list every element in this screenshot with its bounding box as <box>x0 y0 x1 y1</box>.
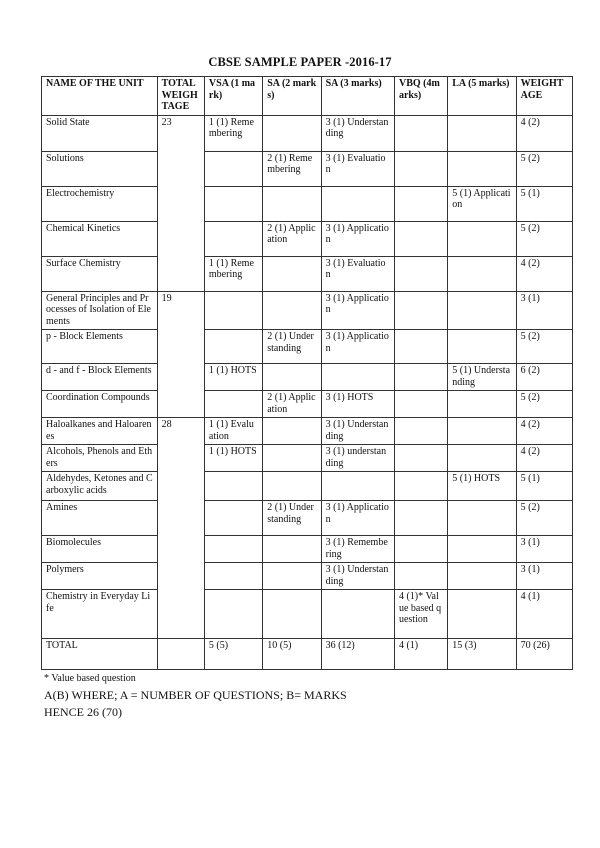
sa3-cell: 3 (1) Understanding <box>321 418 394 445</box>
sa3-cell: 3 (1) Remembering <box>321 536 394 563</box>
w-cell: 5 (2) <box>516 391 572 418</box>
unit-name-cell: Polymers <box>42 563 158 590</box>
la-cell <box>448 536 516 563</box>
header-weightage: WEIGHTAGE <box>516 77 572 116</box>
w-cell: 5 (2) <box>516 151 572 186</box>
w-cell: 5 (2) <box>516 330 572 364</box>
sa3-cell: 3 (1) Application <box>321 501 394 536</box>
table-row <box>42 186 573 221</box>
total-vsa-cell: 5 (5) <box>204 639 262 670</box>
la-cell <box>448 501 516 536</box>
w-cell: 3 (1) <box>516 563 572 590</box>
table-row <box>42 256 573 291</box>
total-sa2-cell: 10 (5) <box>263 639 321 670</box>
w-cell: 3 (1) <box>516 291 572 330</box>
header-unit-name: NAME OF THE UNIT <box>42 77 158 116</box>
total-sa3-cell: 36 (12) <box>321 639 394 670</box>
legend-line-2: HENCE 26 (70) <box>44 705 122 719</box>
sa2-cell <box>263 472 321 501</box>
header-sa-2: SA (2 marks) <box>263 77 321 116</box>
vbq-cell <box>394 563 447 590</box>
table-row <box>42 115 573 151</box>
la-cell <box>448 256 516 291</box>
sa3-cell: 3 (1) Application <box>321 221 394 256</box>
w-cell: 5 (2) <box>516 221 572 256</box>
sa3-cell: 3 (1) HOTS <box>321 391 394 418</box>
sa3-cell: 3 (1) Evaluation <box>321 256 394 291</box>
sa3-cell: 3 (1) Application <box>321 330 394 364</box>
unit-name-cell: Biomolecules <box>42 536 158 563</box>
la-cell <box>448 445 516 472</box>
table-row <box>42 445 573 472</box>
unit-name-cell: Surface Chemistry <box>42 256 158 291</box>
unit-name-cell: Solid State <box>42 115 158 151</box>
legend-line-1: A(B) WHERE; A = NUMBER OF QUESTIONS; B= MARKS <box>44 688 347 702</box>
unit-name-cell: Haloalkanes and Haloarenes <box>42 418 158 445</box>
table-header-row <box>42 77 573 116</box>
vsa-cell: 1 (1) Remembering <box>204 115 262 151</box>
table-row <box>42 536 573 563</box>
la-cell: 5 (1) Application <box>448 186 516 221</box>
header-sa-3: SA (3 marks) <box>321 77 394 116</box>
vsa-cell <box>204 536 262 563</box>
la-cell <box>448 330 516 364</box>
table-row <box>42 472 573 501</box>
unit-name-cell: Electrochemistry <box>42 186 158 221</box>
table-row <box>42 590 573 639</box>
w-cell: 5 (1) <box>516 186 572 221</box>
la-cell <box>448 391 516 418</box>
table-row <box>42 364 573 391</box>
unit-name-cell: Chemical Kinetics <box>42 221 158 256</box>
vbq-cell <box>394 151 447 186</box>
sa3-cell: 3 (1) Evaluation <box>321 151 394 186</box>
vsa-cell <box>204 563 262 590</box>
sa2-cell: 2 (1) Remembering <box>263 151 321 186</box>
vsa-cell <box>204 472 262 501</box>
sa2-cell <box>263 418 321 445</box>
vbq-cell <box>394 472 447 501</box>
la-cell <box>448 151 516 186</box>
sa3-cell: 3 (1) Understanding <box>321 563 394 590</box>
vsa-cell <box>204 501 262 536</box>
vsa-cell <box>204 590 262 639</box>
unit-name-cell: Alcohols, Phenols and Ethers <box>42 445 158 472</box>
unit-name-cell: Aldehydes, Ketones and Carboxylic acids <box>42 472 158 501</box>
w-cell: 4 (2) <box>516 445 572 472</box>
sa2-cell: 2 (1) Application <box>263 391 321 418</box>
header-total-weightage: TOTAL WEIGHTAGE <box>157 77 204 116</box>
sa2-cell <box>263 563 321 590</box>
vsa-cell <box>204 151 262 186</box>
sa3-cell <box>321 472 394 501</box>
sa3-cell: 3 (1) Understanding <box>321 115 394 151</box>
header-vbq: VBQ (4marks) <box>394 77 447 116</box>
table-row <box>42 151 573 186</box>
vsa-cell <box>204 291 262 330</box>
unit-name-cell: Chemistry in Everyday Life <box>42 590 158 639</box>
la-cell <box>448 115 516 151</box>
total-name-cell: TOTAL <box>42 639 158 670</box>
vbq-cell <box>394 445 447 472</box>
w-cell: 4 (2) <box>516 418 572 445</box>
total-weightage-cell: 28 <box>157 418 204 639</box>
sa2-cell <box>263 186 321 221</box>
la-cell: 5 (1) HOTS <box>448 472 516 501</box>
vsa-cell: 1 (1) HOTS <box>204 364 262 391</box>
total-row <box>42 639 573 670</box>
header-la: LA (5 marks) <box>448 77 516 116</box>
w-cell: 3 (1) <box>516 536 572 563</box>
sa2-cell: 2 (1) Understanding <box>263 501 321 536</box>
table-row <box>42 501 573 536</box>
total-vbq-cell: 4 (1) <box>394 639 447 670</box>
total-la-cell: 15 (3) <box>448 639 516 670</box>
sa2-cell: 2 (1) Understanding <box>263 330 321 364</box>
sa3-cell: 3 (1) understanding <box>321 445 394 472</box>
vbq-cell <box>394 418 447 445</box>
vbq-cell <box>394 391 447 418</box>
table-row <box>42 330 573 364</box>
vbq-cell <box>394 256 447 291</box>
unit-name-cell: General Principles and Processes of Isolation of Elements <box>42 291 158 330</box>
page-title: CBSE SAMPLE PAPER -2016-17 <box>208 55 392 69</box>
sa2-cell <box>263 445 321 472</box>
sa3-cell <box>321 364 394 391</box>
table-row <box>42 563 573 590</box>
table-row <box>42 418 573 445</box>
vsa-cell <box>204 330 262 364</box>
w-cell: 4 (1) <box>516 590 572 639</box>
la-cell <box>448 418 516 445</box>
sa2-cell: 2 (1) Application <box>263 221 321 256</box>
w-cell: 6 (2) <box>516 364 572 391</box>
sa2-cell <box>263 291 321 330</box>
sa2-cell <box>263 364 321 391</box>
unit-name-cell: d - and f - Block Elements <box>42 364 158 391</box>
table-row <box>42 291 573 330</box>
sa3-cell <box>321 186 394 221</box>
vsa-cell <box>204 186 262 221</box>
sa2-cell <box>263 590 321 639</box>
vbq-cell <box>394 364 447 391</box>
vbq-cell <box>394 186 447 221</box>
vbq-cell <box>394 115 447 151</box>
unit-name-cell: Amines <box>42 501 158 536</box>
weightage-table <box>41 76 573 670</box>
vsa-cell: 1 (1) Evaluation <box>204 418 262 445</box>
vbq-cell <box>394 501 447 536</box>
table-row <box>42 391 573 418</box>
la-cell <box>448 590 516 639</box>
sa2-cell <box>263 536 321 563</box>
total-total-cell <box>157 639 204 670</box>
sa3-cell: 3 (1) Application <box>321 291 394 330</box>
sa3-cell <box>321 590 394 639</box>
vsa-cell: 1 (1) HOTS <box>204 445 262 472</box>
unit-name-cell: Solutions <box>42 151 158 186</box>
header-vsa: VSA (1 mark) <box>204 77 262 116</box>
footnote: * Value based question <box>44 673 136 684</box>
table-row <box>42 221 573 256</box>
vbq-cell <box>394 330 447 364</box>
unit-name-cell: p - Block Elements <box>42 330 158 364</box>
total-w-cell: 70 (26) <box>516 639 572 670</box>
vbq-cell: 4 (1)* Value based question <box>394 590 447 639</box>
vsa-cell: 1 (1) Remembering <box>204 256 262 291</box>
sa2-cell <box>263 256 321 291</box>
w-cell: 4 (2) <box>516 115 572 151</box>
vbq-cell <box>394 291 447 330</box>
la-cell: 5 (1) Understanding <box>448 364 516 391</box>
vsa-cell <box>204 221 262 256</box>
vbq-cell <box>394 221 447 256</box>
la-cell <box>448 563 516 590</box>
la-cell <box>448 221 516 256</box>
w-cell: 5 (1) <box>516 472 572 501</box>
total-weightage-cell: 23 <box>157 115 204 291</box>
w-cell: 4 (2) <box>516 256 572 291</box>
w-cell: 5 (2) <box>516 501 572 536</box>
vsa-cell <box>204 391 262 418</box>
total-weightage-cell: 19 <box>157 291 204 418</box>
la-cell <box>448 291 516 330</box>
sa2-cell <box>263 115 321 151</box>
unit-name-cell: Coordination Compounds <box>42 391 158 418</box>
vbq-cell <box>394 536 447 563</box>
